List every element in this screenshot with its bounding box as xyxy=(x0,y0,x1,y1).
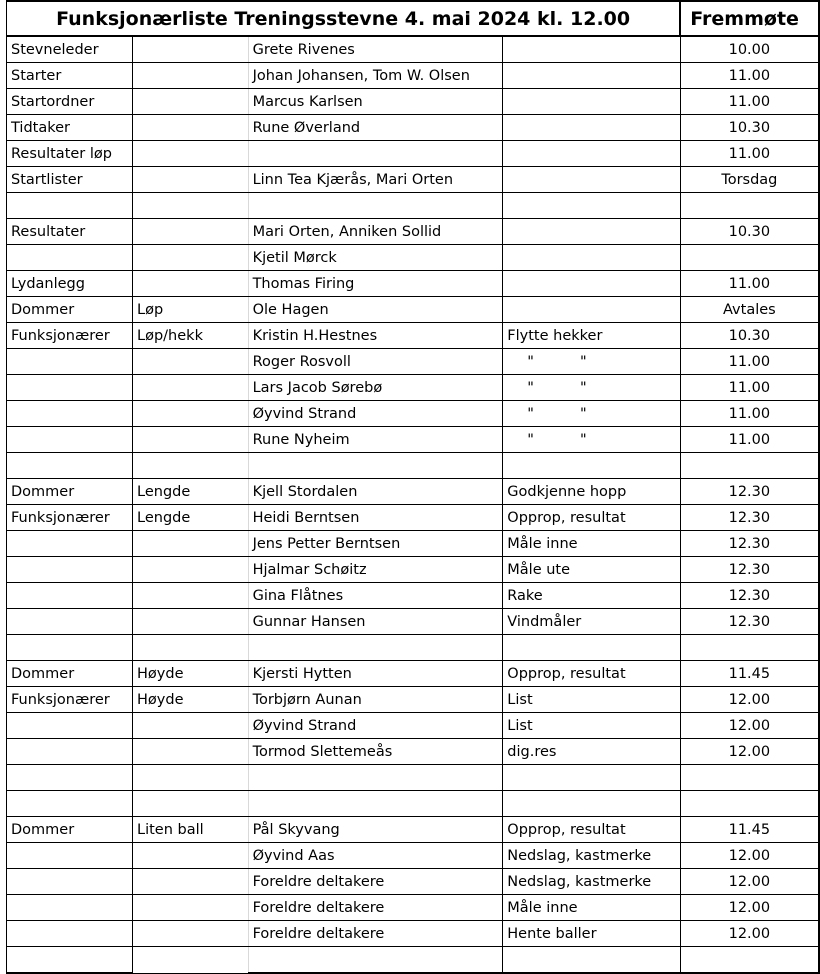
role-cell[interactable] xyxy=(7,713,133,739)
table-row xyxy=(7,375,820,401)
role-cell[interactable] xyxy=(7,869,133,895)
role-cell[interactable] xyxy=(7,635,133,661)
event-cell[interactable]: Høyde xyxy=(133,687,249,713)
task-cell[interactable]: Rake xyxy=(503,583,680,609)
header-row xyxy=(7,1,820,36)
name-cell[interactable] xyxy=(248,765,503,791)
event-cell[interactable]: Høyde xyxy=(133,661,249,687)
task-cell[interactable]: Flytte hekker xyxy=(503,323,680,349)
table-row xyxy=(7,427,820,453)
time-cell[interactable]: 11.00 xyxy=(680,141,819,167)
time-cell[interactable] xyxy=(680,193,819,219)
table-row xyxy=(7,245,820,271)
task-cell[interactable]: " " xyxy=(503,427,680,453)
table-row xyxy=(7,713,820,739)
event-cell[interactable] xyxy=(133,869,249,895)
table-row xyxy=(7,141,820,167)
table-row xyxy=(7,791,820,817)
task-cell[interactable] xyxy=(503,791,680,817)
sheet-title[interactable]: Funksjonærliste Treningsstevne 4. mai 2024 kl. 12.00 xyxy=(7,1,681,36)
time-cell[interactable]: 12.00 xyxy=(680,869,819,895)
name-cell[interactable]: Øyvind Strand xyxy=(248,401,503,427)
task-cell[interactable] xyxy=(503,193,680,219)
table-row xyxy=(7,297,820,323)
task-cell[interactable] xyxy=(503,947,680,974)
name-cell[interactable]: Thomas Firing xyxy=(248,271,503,297)
event-cell[interactable]: Lengde xyxy=(133,505,249,531)
role-cell[interactable] xyxy=(7,375,133,401)
task-cell[interactable]: Måle ute xyxy=(503,557,680,583)
event-cell[interactable] xyxy=(133,921,249,947)
table-row xyxy=(7,817,820,843)
time-cell[interactable]: 12.30 xyxy=(680,479,819,505)
event-cell[interactable] xyxy=(133,401,249,427)
table-row xyxy=(7,193,820,219)
role-cell[interactable] xyxy=(7,531,133,557)
event-cell[interactable] xyxy=(133,583,249,609)
event-cell[interactable]: Løp/hekk xyxy=(133,323,249,349)
role-cell[interactable]: Startordner xyxy=(7,89,133,115)
name-cell[interactable] xyxy=(248,635,503,661)
name-cell[interactable]: Gunnar Hansen xyxy=(248,609,503,635)
task-cell[interactable]: Måle inne xyxy=(503,531,680,557)
event-cell[interactable] xyxy=(133,765,249,791)
table-row xyxy=(7,661,820,687)
event-cell[interactable] xyxy=(133,557,249,583)
event-cell[interactable] xyxy=(133,895,249,921)
role-cell[interactable] xyxy=(7,557,133,583)
time-cell[interactable]: 12.00 xyxy=(680,713,819,739)
task-cell[interactable] xyxy=(503,271,680,297)
name-cell[interactable]: Kjell Stordalen xyxy=(248,479,503,505)
name-cell[interactable]: Foreldre deltakere xyxy=(248,895,503,921)
event-cell[interactable] xyxy=(133,427,249,453)
task-cell[interactable]: Vindmåler xyxy=(503,609,680,635)
table-row xyxy=(7,765,820,791)
time-cell[interactable]: 11.45 xyxy=(680,817,819,843)
time-cell[interactable]: 11.00 xyxy=(680,89,819,115)
table-body xyxy=(7,1,820,973)
task-cell[interactable]: Godkjenne hopp xyxy=(503,479,680,505)
time-cell[interactable]: 10.30 xyxy=(680,115,819,141)
name-cell[interactable]: Jens Petter Berntsen xyxy=(248,531,503,557)
name-cell[interactable]: Hjalmar Schøitz xyxy=(248,557,503,583)
role-cell[interactable] xyxy=(7,401,133,427)
role-cell[interactable] xyxy=(7,765,133,791)
role-cell[interactable]: Funksjonærer xyxy=(7,505,133,531)
role-cell[interactable]: Starter xyxy=(7,63,133,89)
name-cell[interactable]: Kristin H.Hestnes xyxy=(248,323,503,349)
time-cell[interactable]: 12.30 xyxy=(680,583,819,609)
role-cell[interactable]: Funksjonærer xyxy=(7,323,133,349)
role-cell[interactable] xyxy=(7,739,133,765)
role-cell[interactable] xyxy=(7,453,133,479)
event-cell[interactable] xyxy=(133,245,249,271)
time-cell[interactable]: 11.00 xyxy=(680,427,819,453)
task-cell[interactable]: List xyxy=(503,687,680,713)
task-cell[interactable] xyxy=(503,219,680,245)
time-cell[interactable]: 12.00 xyxy=(680,687,819,713)
name-cell[interactable]: Foreldre deltakere xyxy=(248,869,503,895)
time-cell[interactable]: 11.00 xyxy=(680,271,819,297)
time-cell[interactable]: 12.30 xyxy=(680,557,819,583)
name-cell[interactable]: Grete Rivenes xyxy=(248,36,503,63)
task-cell[interactable]: " " xyxy=(503,349,680,375)
task-cell[interactable]: List xyxy=(503,713,680,739)
spreadsheet xyxy=(6,0,820,974)
table-row xyxy=(7,219,820,245)
task-cell[interactable]: Opprop, resultat xyxy=(503,817,680,843)
time-cell[interactable] xyxy=(680,245,819,271)
name-cell[interactable]: Kjersti Hytten xyxy=(248,661,503,687)
table-row xyxy=(7,271,820,297)
table-row xyxy=(7,479,820,505)
role-cell[interactable]: Dommer xyxy=(7,479,133,505)
role-cell[interactable] xyxy=(7,193,133,219)
table-row xyxy=(7,557,820,583)
event-cell[interactable]: Liten ball xyxy=(133,817,249,843)
name-cell[interactable]: Øyvind Strand xyxy=(248,713,503,739)
name-cell[interactable]: Rune Nyheim xyxy=(248,427,503,453)
task-cell[interactable]: Opprop, resultat xyxy=(503,661,680,687)
time-cell[interactable]: 12.00 xyxy=(680,843,819,869)
time-cell[interactable]: 11.00 xyxy=(680,375,819,401)
time-cell[interactable]: 11.45 xyxy=(680,661,819,687)
time-cell[interactable] xyxy=(680,635,819,661)
time-cell[interactable] xyxy=(680,947,819,974)
time-cell[interactable]: 11.00 xyxy=(680,401,819,427)
table-row xyxy=(7,843,820,869)
task-cell[interactable] xyxy=(503,115,680,141)
time-cell[interactable]: Torsdag xyxy=(680,167,819,193)
time-cell[interactable]: 12.00 xyxy=(680,895,819,921)
time-cell[interactable] xyxy=(680,765,819,791)
role-cell[interactable]: Startlister xyxy=(7,167,133,193)
event-cell[interactable] xyxy=(133,791,249,817)
event-cell[interactable] xyxy=(133,375,249,401)
table-row xyxy=(7,869,820,895)
role-cell[interactable] xyxy=(7,921,133,947)
task-cell[interactable] xyxy=(503,765,680,791)
name-cell[interactable]: Mari Orten, Anniken Sollid xyxy=(248,219,503,245)
task-cell[interactable] xyxy=(503,167,680,193)
task-cell[interactable] xyxy=(503,635,680,661)
name-cell[interactable]: Kjetil Mørck xyxy=(248,245,503,271)
table-row xyxy=(7,453,820,479)
name-cell[interactable] xyxy=(248,453,503,479)
table-row xyxy=(7,609,820,635)
role-cell[interactable]: Lydanlegg xyxy=(7,271,133,297)
table-row xyxy=(7,635,820,661)
table-row xyxy=(7,687,820,713)
name-cell[interactable]: Rune Øverland xyxy=(248,115,503,141)
event-cell[interactable] xyxy=(133,739,249,765)
table-row xyxy=(7,167,820,193)
time-cell[interactable]: 12.30 xyxy=(680,531,819,557)
time-cell[interactable]: 12.30 xyxy=(680,505,819,531)
name-cell[interactable]: Roger Rosvoll xyxy=(248,349,503,375)
task-cell[interactable] xyxy=(503,89,680,115)
name-cell[interactable] xyxy=(248,193,503,219)
event-cell[interactable] xyxy=(133,167,249,193)
role-cell[interactable] xyxy=(7,427,133,453)
task-cell[interactable]: Måle inne xyxy=(503,895,680,921)
time-cell[interactable]: 10.30 xyxy=(680,219,819,245)
role-cell[interactable] xyxy=(7,349,133,375)
time-cell[interactable] xyxy=(680,453,819,479)
role-cell[interactable]: Tidtaker xyxy=(7,115,133,141)
time-cell[interactable]: 12.30 xyxy=(680,609,819,635)
name-cell[interactable] xyxy=(248,947,503,974)
officials-table xyxy=(6,0,820,974)
role-cell[interactable] xyxy=(7,245,133,271)
task-cell[interactable] xyxy=(503,63,680,89)
time-cell[interactable]: 10.00 xyxy=(680,36,819,63)
table-row xyxy=(7,323,820,349)
role-cell[interactable] xyxy=(7,583,133,609)
event-cell[interactable] xyxy=(133,89,249,115)
table-row xyxy=(7,947,820,974)
time-cell[interactable]: 11.00 xyxy=(680,63,819,89)
table-row xyxy=(7,36,820,63)
name-cell[interactable]: Linn Tea Kjærås, Mari Orten xyxy=(248,167,503,193)
time-cell[interactable]: 11.00 xyxy=(680,349,819,375)
role-cell[interactable] xyxy=(7,947,133,974)
task-cell[interactable]: Opprop, resultat xyxy=(503,505,680,531)
table-row xyxy=(7,349,820,375)
table-row xyxy=(7,89,820,115)
name-cell[interactable]: Pål Skyvang xyxy=(248,817,503,843)
table-row xyxy=(7,401,820,427)
name-cell[interactable]: Johan Johansen, Tom W. Olsen xyxy=(248,63,503,89)
time-cell[interactable]: 12.00 xyxy=(680,739,819,765)
role-cell[interactable]: Dommer xyxy=(7,661,133,687)
event-cell[interactable] xyxy=(133,36,249,63)
event-cell[interactable] xyxy=(133,141,249,167)
task-cell[interactable]: dig.res xyxy=(503,739,680,765)
name-cell[interactable]: Foreldre deltakere xyxy=(248,921,503,947)
event-cell[interactable] xyxy=(133,713,249,739)
name-cell[interactable]: Marcus Karlsen xyxy=(248,89,503,115)
table-row xyxy=(7,505,820,531)
event-cell[interactable] xyxy=(133,271,249,297)
name-cell[interactable]: Heidi Berntsen xyxy=(248,505,503,531)
table-row xyxy=(7,583,820,609)
task-cell[interactable]: Nedslag, kastmerke xyxy=(503,843,680,869)
event-cell[interactable] xyxy=(133,609,249,635)
event-cell[interactable] xyxy=(133,193,249,219)
name-cell[interactable]: Torbjørn Aunan xyxy=(248,687,503,713)
event-cell[interactable] xyxy=(133,63,249,89)
role-cell[interactable]: Stevneleder xyxy=(7,36,133,63)
name-cell[interactable]: Øyvind Aas xyxy=(248,843,503,869)
event-cell[interactable] xyxy=(133,349,249,375)
event-cell[interactable]: Løp xyxy=(133,297,249,323)
event-cell[interactable] xyxy=(133,843,249,869)
table-row xyxy=(7,531,820,557)
task-cell[interactable]: Hente baller xyxy=(503,921,680,947)
name-cell[interactable]: Ole Hagen xyxy=(248,297,503,323)
table-row xyxy=(7,739,820,765)
name-cell[interactable]: Tormod Slettemeås xyxy=(248,739,503,765)
table-row xyxy=(7,115,820,141)
task-cell[interactable] xyxy=(503,297,680,323)
time-cell[interactable] xyxy=(680,791,819,817)
name-cell[interactable] xyxy=(248,141,503,167)
event-cell[interactable] xyxy=(133,453,249,479)
event-cell[interactable] xyxy=(133,531,249,557)
task-cell[interactable] xyxy=(503,245,680,271)
task-cell[interactable] xyxy=(503,453,680,479)
task-cell[interactable]: " " xyxy=(503,375,680,401)
role-cell[interactable]: Resultater løp xyxy=(7,141,133,167)
time-cell[interactable]: Avtales xyxy=(680,297,819,323)
event-cell[interactable] xyxy=(133,115,249,141)
task-cell[interactable] xyxy=(503,141,680,167)
table-row xyxy=(7,921,820,947)
role-cell[interactable] xyxy=(7,609,133,635)
task-cell[interactable]: Nedslag, kastmerke xyxy=(503,869,680,895)
fremmote-header[interactable]: Fremmøte xyxy=(680,1,819,36)
name-cell[interactable] xyxy=(248,791,503,817)
name-cell[interactable]: Gina Flåtnes xyxy=(248,583,503,609)
task-cell[interactable]: " " xyxy=(503,401,680,427)
event-cell[interactable] xyxy=(133,947,249,974)
role-cell[interactable] xyxy=(7,895,133,921)
event-cell[interactable]: Lengde xyxy=(133,479,249,505)
task-cell[interactable] xyxy=(503,36,680,63)
time-cell[interactable]: 10.30 xyxy=(680,323,819,349)
role-cell[interactable]: Dommer xyxy=(7,297,133,323)
role-cell[interactable]: Dommer xyxy=(7,817,133,843)
event-cell[interactable] xyxy=(133,635,249,661)
role-cell[interactable] xyxy=(7,843,133,869)
name-cell[interactable]: Lars Jacob Sørebø xyxy=(248,375,503,401)
role-cell[interactable]: Resultater xyxy=(7,219,133,245)
time-cell[interactable]: 12.00 xyxy=(680,921,819,947)
event-cell[interactable] xyxy=(133,219,249,245)
table-row xyxy=(7,895,820,921)
role-cell[interactable] xyxy=(7,791,133,817)
role-cell[interactable]: Funksjonærer xyxy=(7,687,133,713)
table-row xyxy=(7,63,820,89)
